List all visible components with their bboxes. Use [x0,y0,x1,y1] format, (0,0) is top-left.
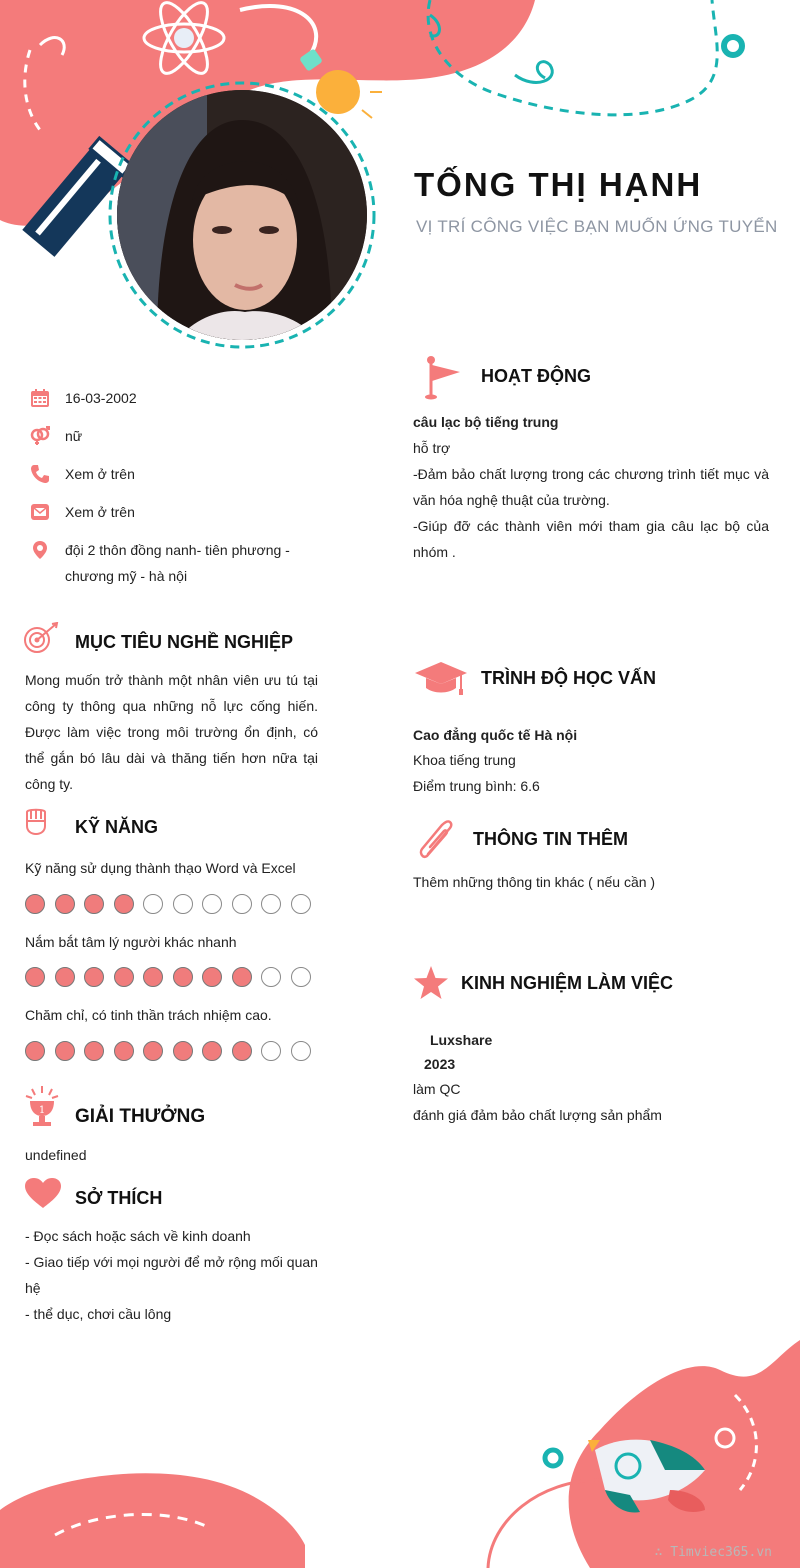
extra-title: THÔNG TIN THÊM [473,829,628,849]
rating-dot-filled [143,1041,163,1061]
rating-dot-empty [291,894,311,914]
experience-desc: đánh giá đảm bảo chất lượng sản phẩm [413,1107,662,1123]
rating-dot-filled [25,1041,45,1061]
skill-name: Kỹ năng sử dụng thành thạo Word và Excel [25,860,296,876]
rating-dot-filled [232,1041,252,1061]
paperclip-icon [416,818,460,862]
objective-text: Mong muốn trở thành một nhân viên ưu tú tại công ty thông qua những nỗ lực cống hiến. Được làm việc trong môi trường ổn định, có thể gắn bó lâu dài và thăng tiến hơn nữa tại công ty. [25,672,318,792]
rating-dot-filled [114,967,134,987]
rating-dot-filled [55,1041,75,1061]
activity-role: hỗ trợ [413,440,451,456]
hobby-item: - Đọc sách hoặc sách về kinh doanh [25,1228,251,1244]
rating-dot-filled [25,967,45,987]
education-major: Khoa tiếng trung [413,752,516,768]
activities-title: HOẠT ĐỘNG [481,366,591,386]
rating-dot-filled [173,1041,193,1061]
experience-position: làm QC [413,1081,461,1097]
rating-dot-filled [173,967,193,987]
education-title: TRÌNH ĐỘ HỌC VẤN [481,668,656,688]
education-gpa: Điểm trung bình: 6.6 [413,778,540,794]
candidate-name: TỐNG THỊ HẠNH [414,166,703,203]
location-icon [30,540,50,560]
avatar-photo [117,90,367,340]
awards-title: GIẢI THƯỞNG [75,1106,206,1127]
rating-dot-filled [202,967,222,987]
experience-company: Luxshare [430,1032,493,1048]
hobby-item: - Giao tiếp với mọi người để mở rộng mối quan hệ [25,1254,318,1296]
skill-rating [25,1041,311,1061]
hobby-item: - thể dục, chơi cầu lông [25,1306,172,1322]
avatar [117,90,367,340]
rating-dot-empty [143,894,163,914]
email-text: Xem ở trên [65,504,135,520]
gender-text: nữ [65,428,83,444]
contact-phone [30,464,330,494]
fist-icon [24,806,48,838]
objective-title: MỤC TIÊU NGHỀ NGHIỆP [75,632,294,652]
calendar-icon [30,388,50,408]
address-text: đội 2 thôn đồng nanh- tiên phương - chương mỹ - hà nội [65,542,290,584]
rating-dot-empty [261,967,281,987]
rating-dot-filled [202,1041,222,1061]
rating-dot-filled [25,894,45,914]
rating-dot-filled [232,967,252,987]
rating-dot-filled [143,967,163,987]
hobbies-title: SỞ THÍCH [75,1188,163,1208]
awards-text: undefined [25,1147,87,1163]
skill-name: Nắm bắt tâm lý người khác nhanh [25,934,237,950]
graduation-cap-icon [414,660,468,696]
trophy-icon [24,1084,60,1130]
job-title: VỊ TRÍ CÔNG VIỆC BẠN MUỐN ỨNG TUYỂN [416,217,778,236]
watermark: ∴ Timviec365.vn [654,1545,772,1560]
rating-dot-filled [114,1041,134,1061]
rating-dot-empty [261,1041,281,1061]
rating-dot-filled [55,894,75,914]
birthdate-text: 16-03-2002 [65,390,137,406]
phone-text: Xem ở trên [65,466,135,482]
gender-icon [30,426,50,446]
bottom-left-blob [0,1473,305,1568]
contact-gender [30,426,330,456]
skill-name: Chăm chỉ, có tinh thần trách nhiệm cao. [25,1007,272,1023]
rating-dot-empty [202,894,222,914]
skill-rating [25,894,311,914]
activity-desc: -Giúp đỡ các thành viên mới tham gia câu lạc bộ của nhóm . [413,518,769,560]
contact-address [30,540,330,592]
skill-rating [25,967,311,987]
education-school: Cao đẳng quốc tế Hà nội [413,727,578,743]
target-icon [24,622,60,654]
rating-dot-filled [84,1041,104,1061]
contact-birthdate [30,388,330,418]
rating-dot-empty [291,967,311,987]
rating-dot-empty [291,1041,311,1061]
flag-icon [424,355,464,401]
experience-title: KINH NGHIỆM LÀM VIỆC [461,973,674,993]
activity-org: câu lạc bộ tiếng trung [413,414,559,430]
email-icon [30,502,50,522]
rating-dot-empty [232,894,252,914]
heart-icon [24,1177,62,1209]
rating-dot-filled [114,894,134,914]
skills-title: KỸ NĂNG [75,817,159,837]
rating-dot-filled [84,967,104,987]
phone-icon [30,464,50,484]
contact-email [30,502,330,532]
svg-text:1: 1 [38,1105,46,1116]
rating-dot-filled [55,967,75,987]
experience-year: 2023 [424,1056,456,1072]
rating-dot-empty [261,894,281,914]
rating-dot-empty [173,894,193,914]
extra-text: Thêm những thông tin khác ( nếu cần ) [413,874,656,890]
activity-desc: -Đảm bảo chất lượng trong các chương trình tiết mục và văn hóa nghệ thuật của trường. [413,466,769,508]
rating-dot-filled [84,894,104,914]
star-icon [413,965,449,1001]
